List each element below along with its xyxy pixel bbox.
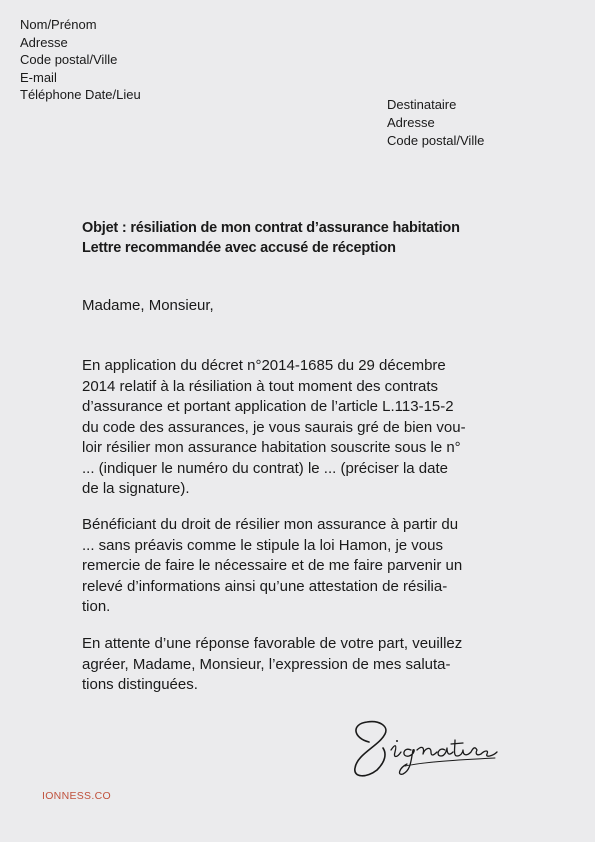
paragraph-line: remercie de faire le nécessaire et de me faire parvenir un: [82, 557, 463, 574]
sender-phone-date-place: Téléphone Date/Lieu: [20, 87, 141, 103]
handwritten-signature: [345, 712, 505, 784]
paragraph-line: 2014 relatif à la résiliation à tout moment des contrats: [82, 377, 439, 395]
paragraph-line: agréer, Madame, Monsieur, l’expression de mes saluta-: [82, 655, 451, 673]
paragraph-line: tion.: [82, 598, 111, 615]
letter-subject: [82, 218, 460, 258]
sender-address-block: [20, 16, 141, 104]
recipient-address-block: [387, 96, 484, 150]
paragraph-line: En application du décret n°2014-1685 du 29 décembre: [82, 357, 446, 374]
paragraph-line: Bénéficiant du droit de résilier mon assurance à partir du: [82, 516, 459, 533]
paragraph-line: En attente d’une réponse favorable de votre part, veuillez: [82, 635, 463, 652]
recipient-postal-city: Code postal/Ville: [387, 133, 485, 148]
footer-brand: IONNESS.CO: [42, 790, 111, 802]
paragraph-line: ... sans préavis comme le stipule la loi Hamon, je vous: [82, 536, 443, 554]
paragraph-line: ... (indiquer le numéro du contrat) le ... (préciser la date: [82, 459, 449, 477]
recipient-name: Destinataire: [387, 97, 457, 112]
recipient-address: Adresse: [387, 115, 435, 130]
body-paragraph-2: [82, 515, 462, 618]
sender-address: Adresse: [20, 34, 68, 50]
sender-name: Nom/Prénom: [20, 17, 97, 32]
registered-mail-line: Lettre recommandée avec accusé de réception: [82, 240, 396, 256]
paragraph-line: relevé d’informations ainsi qu’une attestation de résilia-: [82, 577, 448, 595]
paragraph-line: loir résilier mon assurance habitation souscrite sous le n°: [82, 439, 461, 456]
paragraph-line: du code des assurances, je vous saurais gré de bien vou-: [82, 418, 466, 436]
body-paragraph-3: [82, 634, 462, 696]
paragraph-line: tions distinguées.: [82, 676, 198, 693]
sender-email: E-mail: [20, 69, 57, 85]
paragraph-line: de la signature).: [82, 480, 190, 497]
body-paragraph-1: [82, 356, 466, 500]
letter-greeting: Madame, Monsieur,: [82, 297, 214, 314]
subject-line: Objet : résiliation de mon contrat d’assurance habitation: [82, 220, 460, 236]
paragraph-line: d’assurance et portant application de l’article L.113-15-2: [82, 398, 454, 415]
sender-postal-city: Code postal/Ville: [20, 52, 118, 68]
